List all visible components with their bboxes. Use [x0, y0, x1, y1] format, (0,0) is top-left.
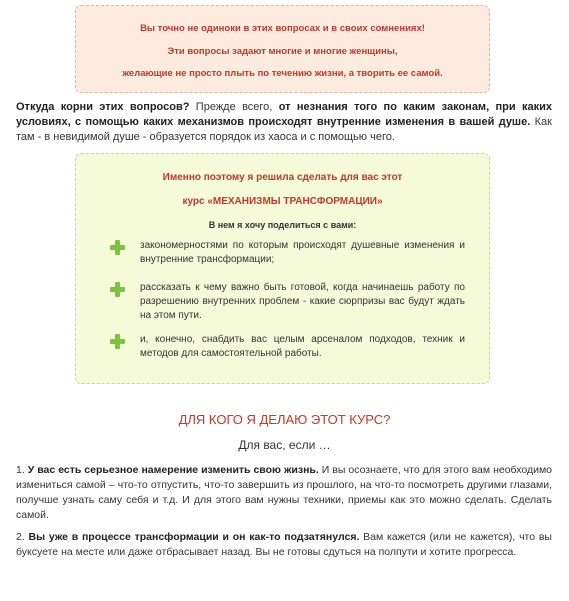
course-item-2: рассказать к чему важно быть готовой, когда начинаешь работу по разрешению внутренних проблем - какие сюрпризы вас будут ждать на этом пути. — [140, 282, 465, 321]
plus-icon — [110, 334, 125, 349]
point-2-number: 2. — [16, 531, 29, 543]
point-2-bold: Вы уже в процессе трансформации и он как-то подзатянулся. — [28, 531, 360, 543]
roots-paragraph — [16, 100, 552, 145]
roots-question: Откуда корни этих вопросов? — [16, 101, 190, 113]
point-1-text: И вы осознаете, что для этого вам необходимо измениться самой – что-то отпустить, что-то завершить из прошлого, на что-то посмотреть другими глазами, получше узнать саму себя и т.д. И для этого вам нужны техники, приемы как это можно сделать. Сделать самой. — [16, 464, 552, 521]
roots-text-1: Прежде всего, — [189, 101, 279, 113]
point-2-text: Вам кажется (или не кажется), что вы буксуете на месте или даже отбрасывает назад. Вы не готовы сдуться на полпути и хотите прогресса. — [16, 531, 552, 558]
roots-emphasis: от незнания того по каким законам, при каких условиях, с помощью каких механизмов происходят внутренние изменения в вашей душе. — [16, 101, 552, 128]
point-1-number: 1. — [16, 464, 28, 476]
section-subheading: Для вас, если … — [238, 438, 331, 452]
intro-callout-box — [75, 5, 490, 93]
point-1-paragraph — [16, 463, 552, 523]
intro-line-2: Эти вопросы задают многие и многие женщины, — [167, 46, 398, 57]
course-item-3: и, конечно, снабдить вас целым арсеналом подходов, техник и методов для самостоятельной работы. — [140, 334, 465, 359]
course-callout-box — [75, 153, 490, 384]
plus-icon — [110, 240, 125, 255]
course-item-1: закономерностями по которым происходят душевные изменения и внутренние трансформации; — [140, 240, 465, 265]
section-heading: ДЛЯ КОГО Я ДЕЛАЮ ЭТОТ КУРС? — [178, 412, 391, 427]
point-2-paragraph — [16, 530, 552, 560]
course-title-line-1: Именно поэтому я решила сделать для вас этот — [162, 172, 403, 183]
roots-text-2: Как там - в невидимой душе - образуется порядок из хаоса и с помощью чего. — [16, 116, 552, 143]
intro-line-1: Вы точно не одиноки в этих вопросах и в своих сомнениях! — [140, 23, 425, 34]
course-title-line-2: курс «МЕХАНИЗМЫ ТРАНСФОРМАЦИИ» — [182, 196, 383, 207]
plus-icon — [110, 282, 125, 297]
point-1-bold: У вас есть серьезное намерение изменить свою жизнь. — [27, 464, 319, 476]
course-subtitle: В нем я хочу поделиться с вами: — [208, 220, 357, 230]
intro-line-3: желающие не просто плыть по течению жизни, а творить ее самой. — [122, 68, 443, 79]
